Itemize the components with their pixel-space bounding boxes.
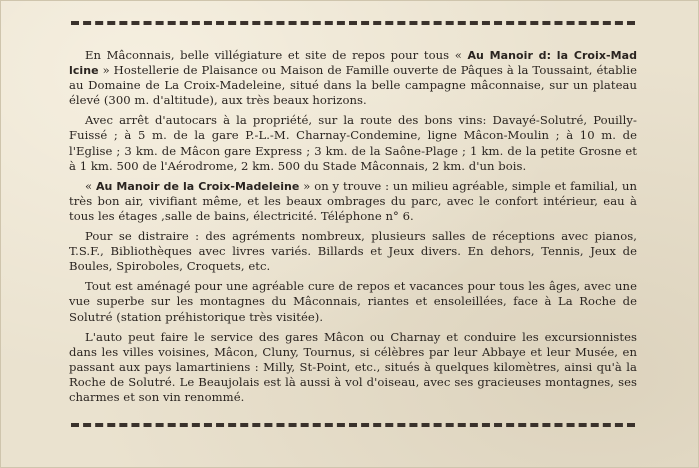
paragraph-intro — [69, 48, 637, 108]
paragraph-amenities — [69, 179, 637, 224]
top-dashed-border — [71, 21, 635, 25]
paragraph-views-text: Tout est aménagé pour une agréable cure de repos et vacances pour tous les âges, avec une vue superbe sur les montagnes du Mâconnais, riantes et ensoleillées, face à La Roche de Solutré (station préhistorique très visitée). — [69, 279, 637, 324]
paragraph-amenities-text-2: » on y trouve : un milieu agréable, simple et familial, un très bon air, vivifiant même, et les beaux ombrages du parc, avec le confort intérieur, eau à tous les étages ,salle de bains, électricité. Téléphone n° 6. — [69, 178, 637, 223]
manoir-name-bold: Au Manoir d: la Croix-Mad lcine — [69, 49, 637, 78]
paragraph-leisure-text: Pour se distraire : des agréments nombreux, plusieurs salles de réceptions avec pianos, T.S.F., Bibliothèques avec livres variés. Billards et Jeux divers. En dehors, Tennis, Jeux de Boules, Spiroboles, Croquets, etc. — [69, 229, 637, 274]
paragraph-amenities-text-1: « — [85, 178, 96, 193]
bottom-dashed-border — [71, 423, 635, 427]
paragraph-leisure — [69, 229, 637, 274]
paragraph-access-text: Avec arrêt d'autocars à la propriété, sur la route des bons vins: Davayé-Solutré, Pouilly-Fuissé ; à 5 m. de la gare P.-L.-M. Charnay-Condemine, ligne Mâcon-Moulin ; à 10 m. de l'Eglise ; 3 km. de Mâcon gare Express ; 3 km. de la Saône-Plage ; 1 km. de la petite Grosne et à 1 km. 500 de l'Aérodrome, 2 km. 500 du Stade Mâconnais, 2 km. d'un bois. — [69, 113, 637, 173]
paragraph-intro-text-1: En Mâconnais, belle villégiature et site de repos pour tous « — [85, 48, 468, 62]
paragraph-views — [69, 279, 637, 324]
paragraph-excursions-text: L'auto peut faire le service des gares Mâcon ou Charnay et conduire les excursionnistes dans les villes voisines, Mâcon, Cluny, Tournus, si célèbres par leur Abbaye et leur Musée, en passant aux pays lamartiniens : Milly, St-Point, etc., situés à quelques kilomètres, ainsi qu'à la Roche de Solutré. Le Beaujolais est là aussi à vol d'oiseau, avec ses gracieuses montagnes, ses charmes et son vin renommé. — [69, 329, 637, 404]
document-body — [69, 48, 637, 410]
paragraph-excursions — [69, 330, 637, 405]
paragraph-intro-text-2: » Hostellerie de Plaisance ou Maison de Famille ouverte de Pâques à la Toussaint, établie au Domaine de La Croix-Madeleine, situé dans la belle campagne mâconnaise, sur un plateau élevé (300 m. d'altitude), aux très beaux horizons. — [69, 63, 637, 108]
paragraph-access — [69, 113, 637, 173]
manoir-name-bold-2: Au Manoir de la Croix-Madeleine — [95, 179, 300, 193]
